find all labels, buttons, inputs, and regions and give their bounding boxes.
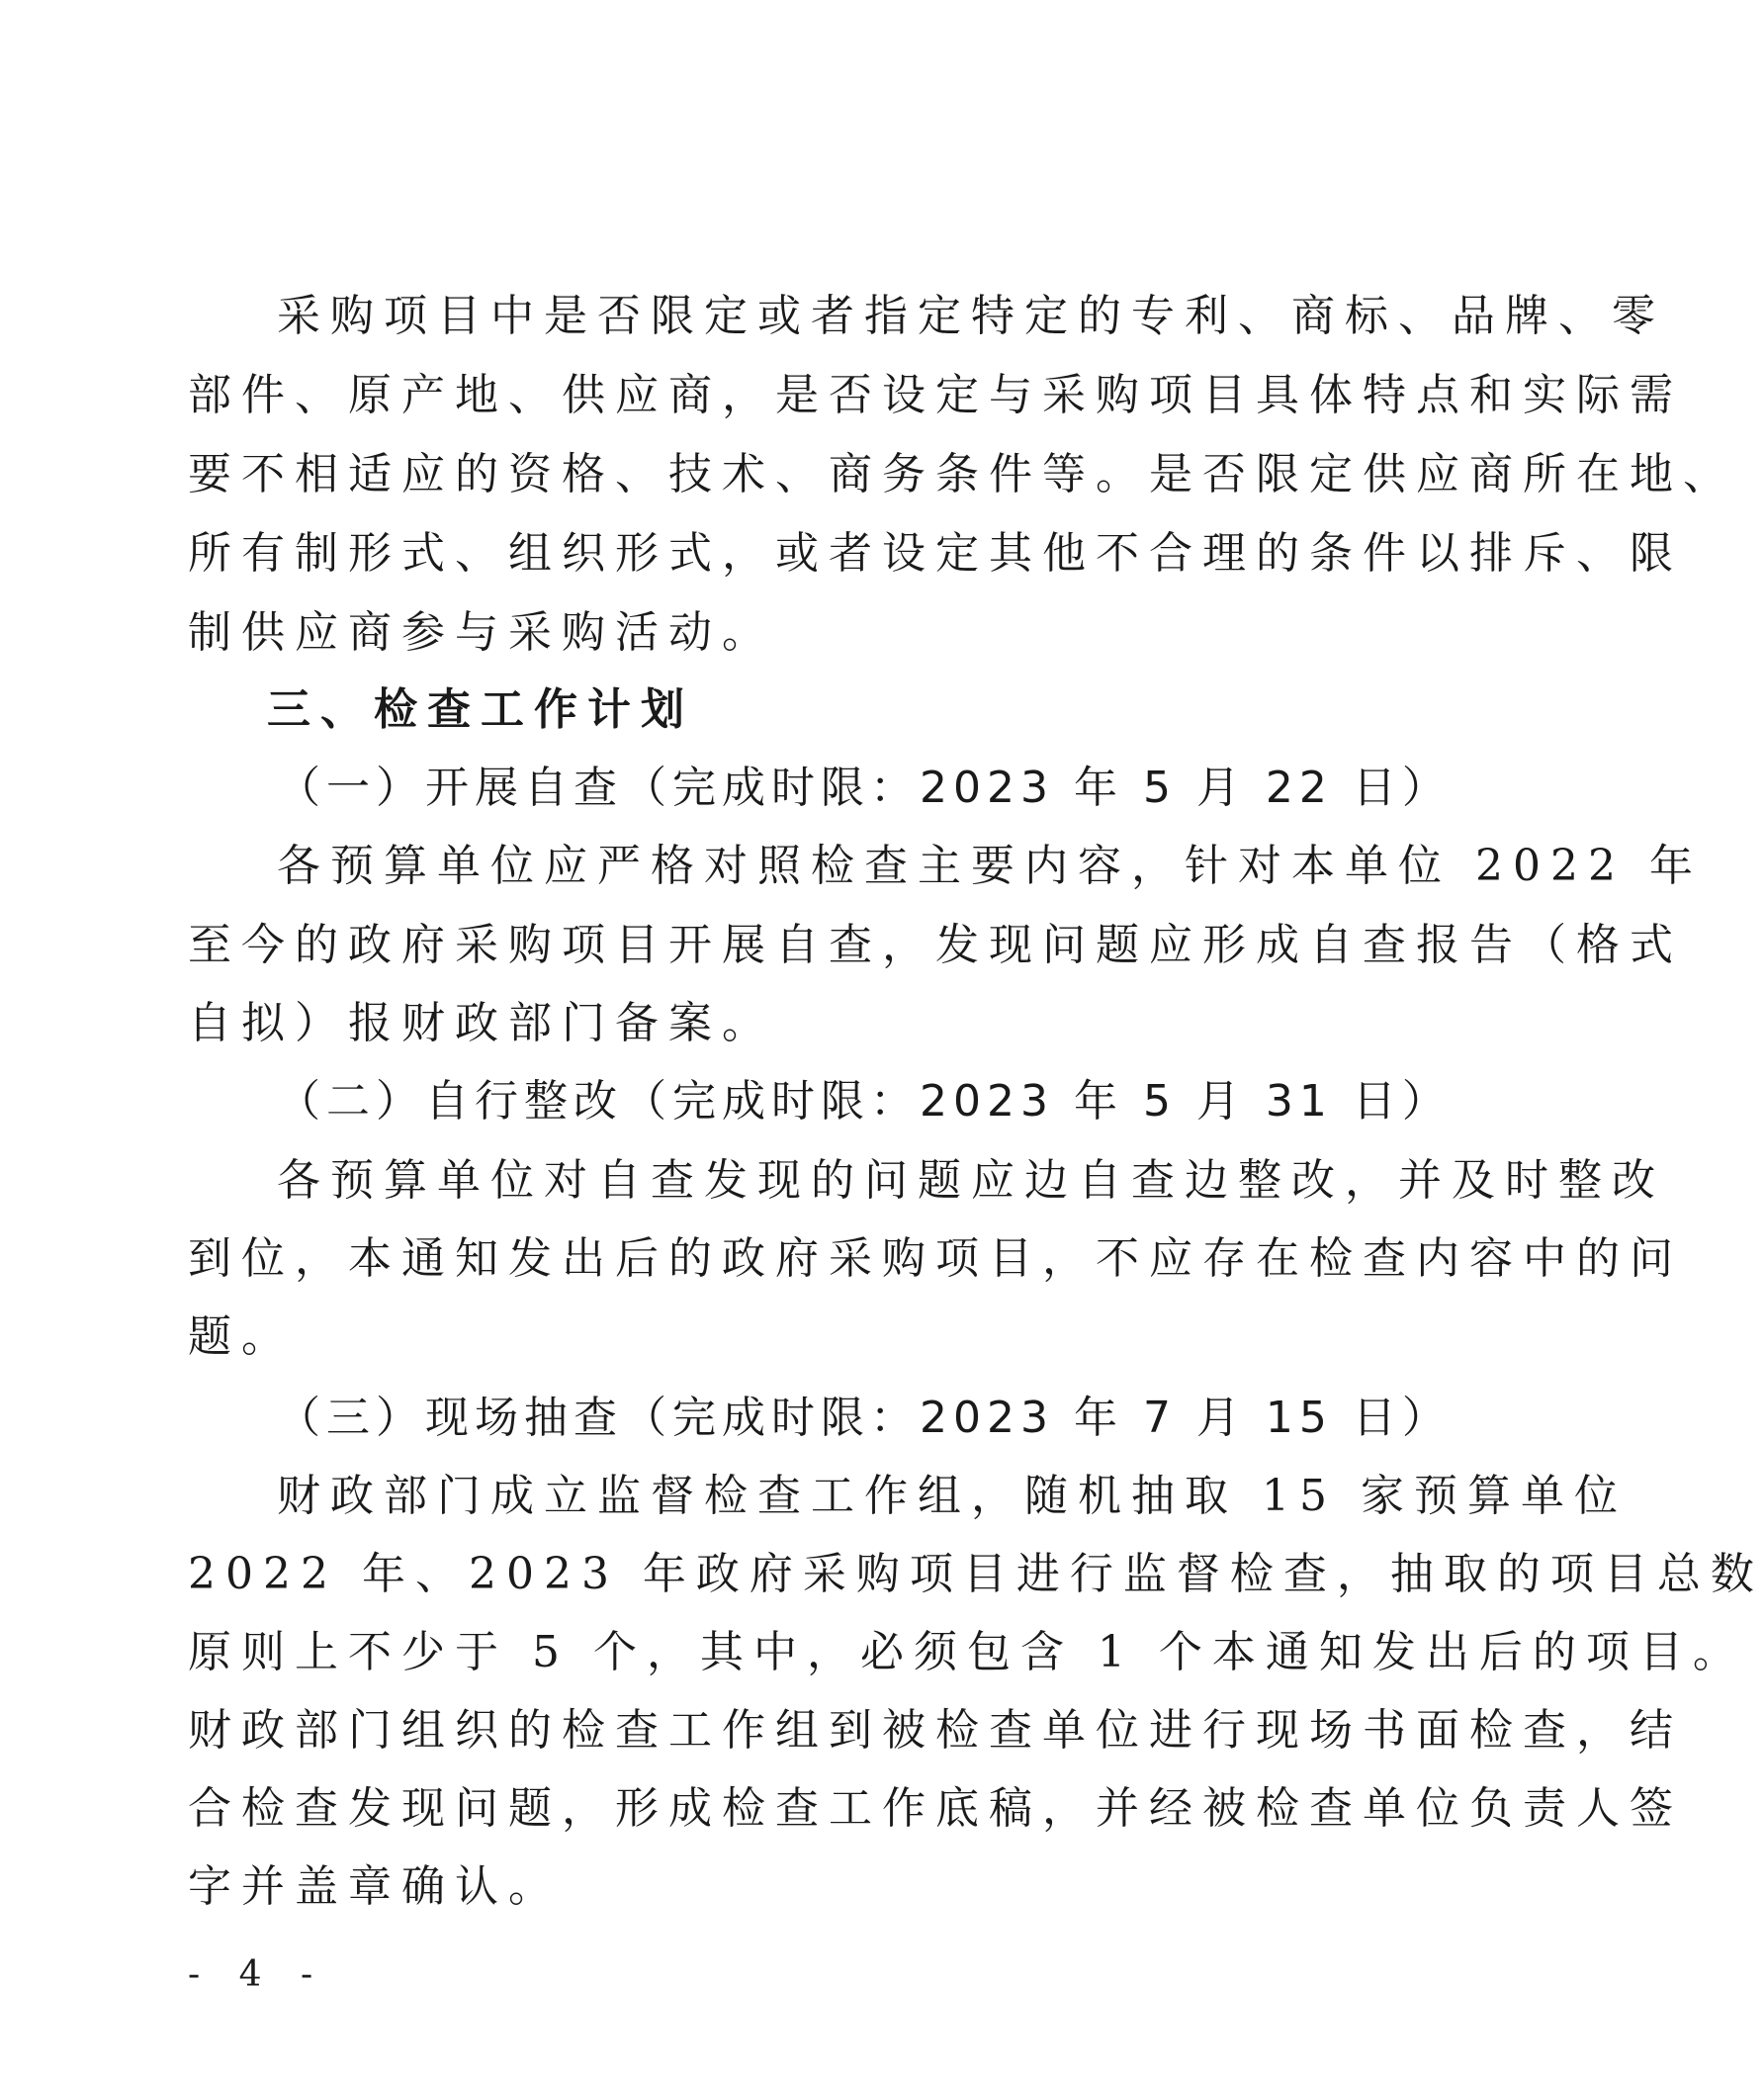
para1-line-1: 采购项目中是否限定或者指定特定的专利、商标、品牌、零	[277, 291, 1665, 341]
sub3-line-2: 2022 年、2023 年政府采购项目进行监督检查，抽取的项目总数	[188, 1549, 1764, 1599]
sub2-line-2: 到位，本通知发出后的政府采购项目，不应存在检查内容中的问	[188, 1233, 1683, 1284]
sub3-line-1: 财政部门成立监督检查工作组，随机抽取 15 家预算单位	[277, 1471, 1628, 1521]
sub2-line-3: 题。	[188, 1311, 295, 1362]
sub1-line-2: 至今的政府采购项目开展自查，发现问题应形成自查报告（格式	[188, 920, 1683, 970]
sub3-line-4: 财政部门组织的检查工作组到被检查单位进行现场书面检查，结	[188, 1705, 1683, 1756]
section-heading: 三、检查工作计划	[267, 684, 694, 735]
sub3-line-6: 字并盖章确认。	[188, 1861, 562, 1912]
subsection-1-heading: （一）开展自查（完成时限：2023 年 5 月 22 日）	[277, 763, 1452, 813]
sub2-line-1: 各预算单位对自查发现的问题应边自查边整改，并及时整改	[277, 1155, 1665, 1206]
subsection-2-heading: （二）自行整改（完成时限：2023 年 5 月 31 日）	[277, 1076, 1452, 1127]
para1-line-5: 制供应商参与采购活动。	[188, 607, 775, 658]
sub1-line-3: 自拟）报财政部门备案。	[188, 998, 775, 1048]
sub1-line-1: 各预算单位应严格对照检查主要内容，针对本单位 2022 年	[277, 841, 1703, 891]
para1-line-4: 所有制形式、组织形式，或者设定其他不合理的条件以排斥、限	[188, 528, 1683, 579]
page-number: - 4 -	[188, 1954, 327, 1995]
sub3-line-3: 原则上不少于 5 个，其中，必须包含 1 个本通知发出后的项目。	[188, 1627, 1746, 1677]
subsection-3-heading: （三）现场抽查（完成时限：2023 年 7 月 15 日）	[277, 1393, 1452, 1443]
para1-line-3: 要不相适应的资格、技术、商务条件等。是否限定供应商所在地、	[188, 449, 1736, 499]
para1-line-2: 部件、原产地、供应商，是否设定与采购项目具体特点和实际需	[188, 370, 1683, 420]
sub3-line-5: 合检查发现问题，形成检查工作底稿，并经被检查单位负责人签	[188, 1783, 1683, 1834]
